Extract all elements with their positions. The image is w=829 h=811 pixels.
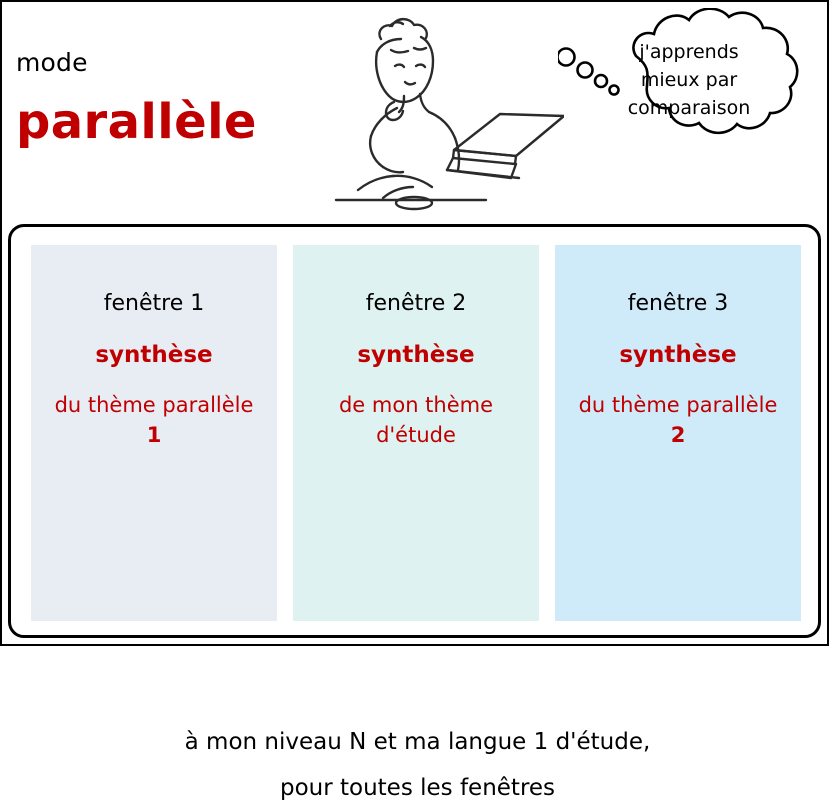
window-1-subtitle-line-2: 1: [146, 423, 162, 447]
window-3-title: fenêtre 3: [627, 291, 729, 316]
window-2-subtitle-line-1: de mon thème: [338, 393, 494, 417]
window-2-subtitle: [293, 390, 539, 450]
window-column-1[interactable]: [31, 245, 277, 621]
student-with-laptop-illustration: [264, 4, 564, 222]
window-2-synthesis-label: synthèse: [357, 342, 475, 368]
windows-columns: [31, 245, 801, 621]
window-1-subtitle-line-1: du thème parallèle: [54, 393, 254, 417]
thought-bubble: [558, 8, 820, 160]
thought-line-1: j'apprends: [639, 41, 739, 63]
windows-panel: [8, 224, 821, 801]
thought-line-2: mieux par: [640, 69, 738, 91]
window-column-3[interactable]: [555, 245, 801, 621]
footer-note-line-1: à mon niveau N et ma langue 1 d'étude,: [184, 729, 651, 755]
window-1-subtitle: [31, 390, 277, 450]
window-1-synthesis-label: synthèse: [95, 342, 213, 368]
page-title: parallèle: [16, 94, 257, 150]
thought-line-3: comparaison: [627, 97, 751, 119]
window-2-title: fenêtre 2: [365, 291, 467, 316]
mode-label: mode: [16, 48, 88, 77]
window-3-subtitle: [555, 390, 801, 450]
window-column-2[interactable]: [293, 245, 539, 621]
window-3-subtitle-line-2: 2: [670, 423, 686, 447]
footer-note: [11, 719, 824, 811]
thought-bubble-text: [558, 38, 820, 122]
window-2-subtitle-line-2: d'étude: [376, 423, 456, 447]
window-1-title: fenêtre 1: [103, 291, 205, 316]
window-3-synthesis-label: synthèse: [619, 342, 737, 368]
window-3-subtitle-line-1: du thème parallèle: [578, 393, 778, 417]
footer-note-line-2: pour toutes les fenêtres: [279, 775, 556, 801]
